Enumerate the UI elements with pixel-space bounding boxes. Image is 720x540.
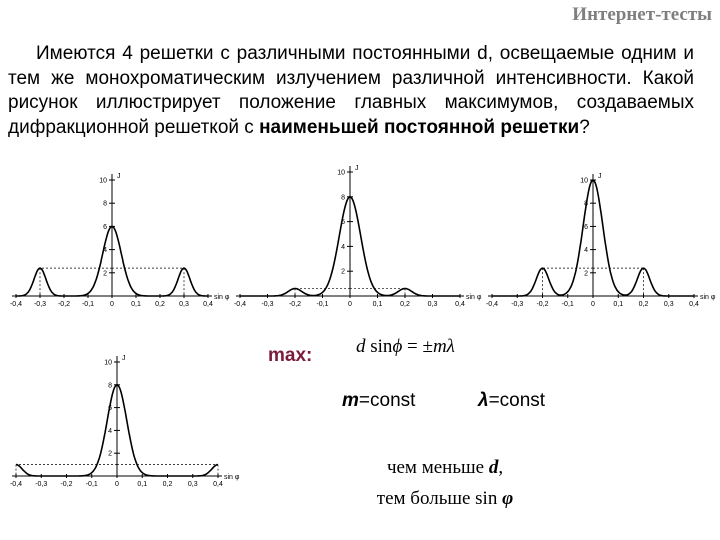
x-tick-label: 0,3 [427, 301, 438, 308]
y-tick-label: 8 [103, 200, 107, 208]
x-tick-label: -0,4 [9, 301, 23, 308]
y-tick-label: 6 [584, 223, 588, 231]
x-tick-label: 0,2 [638, 301, 649, 308]
conclusion-line-1-text: чем меньше [386, 457, 489, 478]
graph-2 [232, 160, 482, 310]
x-tick-label: -0,1 [81, 301, 95, 308]
question-bold: наименьшей постоянной решетки [259, 116, 580, 138]
formula-phi: ϕ [392, 336, 403, 357]
x-tick-label: -0,1 [316, 301, 329, 308]
x-tick-label: -0,4 [485, 301, 499, 308]
max-label: max: [268, 345, 313, 366]
y-tick-label: 8 [341, 194, 345, 202]
x-axis-label: sin φ [700, 294, 716, 301]
y-tick-label: 4 [103, 247, 107, 255]
x-tick-label: -0,3 [511, 301, 524, 308]
x-tick-label: 0 [110, 301, 114, 308]
y-tick-label: 10 [99, 177, 107, 185]
formula-lambda: λ [446, 336, 455, 357]
conclusion-comma: , [498, 457, 504, 478]
conclusion-line-1 [320, 452, 570, 483]
page-header: Интернет-тесты [572, 4, 712, 25]
formula-eq: = [407, 336, 418, 357]
graph-4 [8, 350, 240, 490]
x-tick-label: -0,2 [57, 301, 71, 308]
y-axis-label: J [122, 355, 126, 362]
x-tick-label: 0,1 [137, 481, 148, 488]
y-tick-label: 6 [103, 223, 107, 231]
x-tick-label: 0,3 [179, 301, 189, 308]
x-tick-label: 0 [591, 301, 595, 308]
formula-m: m [432, 336, 447, 357]
conclusion-phi-symbol: φ [502, 488, 514, 509]
x-axis-label: sin φ [224, 474, 240, 481]
y-tick-label: 4 [584, 247, 588, 255]
question-end: ? [579, 116, 590, 138]
y-tick-label: 8 [584, 200, 588, 208]
x-tick-label: 0,1 [372, 301, 383, 308]
graph-1 [8, 168, 230, 310]
x-tick-label: 0,2 [155, 301, 165, 308]
question-text [8, 42, 694, 140]
x-tick-label: -0,4 [9, 481, 23, 488]
x-tick-label: 0,2 [400, 301, 410, 308]
lambda-const [478, 390, 545, 412]
x-tick-label: -0,3 [33, 301, 47, 308]
y-tick-label: 2 [341, 268, 345, 276]
y-tick-label: 10 [104, 359, 112, 367]
x-axis-label: sin φ [214, 294, 230, 301]
m-symbol: m [342, 390, 359, 411]
x-tick-label: 0,3 [663, 301, 674, 308]
x-tick-label: -0,2 [536, 301, 549, 308]
x-tick-label: -0,3 [261, 301, 274, 308]
y-tick-label: 4 [108, 427, 112, 435]
graph-3 [484, 168, 716, 310]
x-tick-label: 0,1 [131, 301, 141, 308]
y-tick-label: 2 [584, 270, 588, 278]
y-tick-label: 2 [103, 270, 107, 278]
lambda-value: =const [488, 390, 546, 411]
y-tick-label: 4 [341, 243, 345, 251]
y-axis-label: J [598, 173, 602, 180]
m-value: =const [358, 390, 416, 411]
formula-sin: sin [370, 336, 393, 357]
x-axis-label: sin φ [466, 294, 482, 301]
lambda-symbol: λ [478, 390, 489, 411]
x-tick-label: 0,4 [203, 301, 213, 308]
x-tick-label: 0 [348, 301, 352, 308]
x-tick-label: 0,1 [613, 301, 624, 308]
y-axis-label: J [117, 173, 121, 180]
y-tick-label: 6 [108, 405, 112, 413]
y-tick-label: 6 [341, 219, 345, 227]
question-part1: Имеются 4 решетки с различными постоянными d, освещаемые одним и тем же монохроматическим излучением различной интенсивности. Какой рисунок иллюстрирует положение главных максимумов, создаваемых дифракционной решеткой с [8, 43, 694, 138]
formula-d: d [356, 336, 366, 357]
x-tick-label: 0,4 [689, 301, 699, 308]
x-tick-label: -0,2 [60, 481, 73, 488]
conclusion-text [320, 452, 570, 514]
x-tick-label: -0,1 [85, 481, 98, 488]
m-const [342, 390, 415, 412]
grating-formula [356, 336, 455, 358]
x-tick-label: -0,2 [288, 301, 302, 308]
x-tick-label: -0,3 [35, 481, 48, 488]
y-tick-label: 8 [108, 382, 112, 390]
x-tick-label: 0,2 [162, 481, 173, 488]
conclusion-d-symbol: d [488, 457, 499, 478]
x-tick-label: -0,1 [561, 301, 574, 308]
y-tick-label: 10 [580, 177, 588, 185]
x-tick-label: 0,4 [455, 301, 465, 308]
conclusion-line-2 [320, 483, 570, 514]
x-tick-label: 0,4 [213, 481, 223, 488]
x-tick-label: 0,3 [187, 481, 198, 488]
conclusion-line-2-text: тем больше sin [376, 488, 503, 509]
y-tick-label: 10 [337, 169, 345, 177]
y-axis-label: J [355, 165, 359, 172]
y-tick-label: 2 [108, 450, 112, 458]
x-tick-label: -0,4 [233, 301, 247, 308]
formula-pm: ± [422, 336, 433, 357]
x-tick-label: 0 [115, 481, 119, 488]
